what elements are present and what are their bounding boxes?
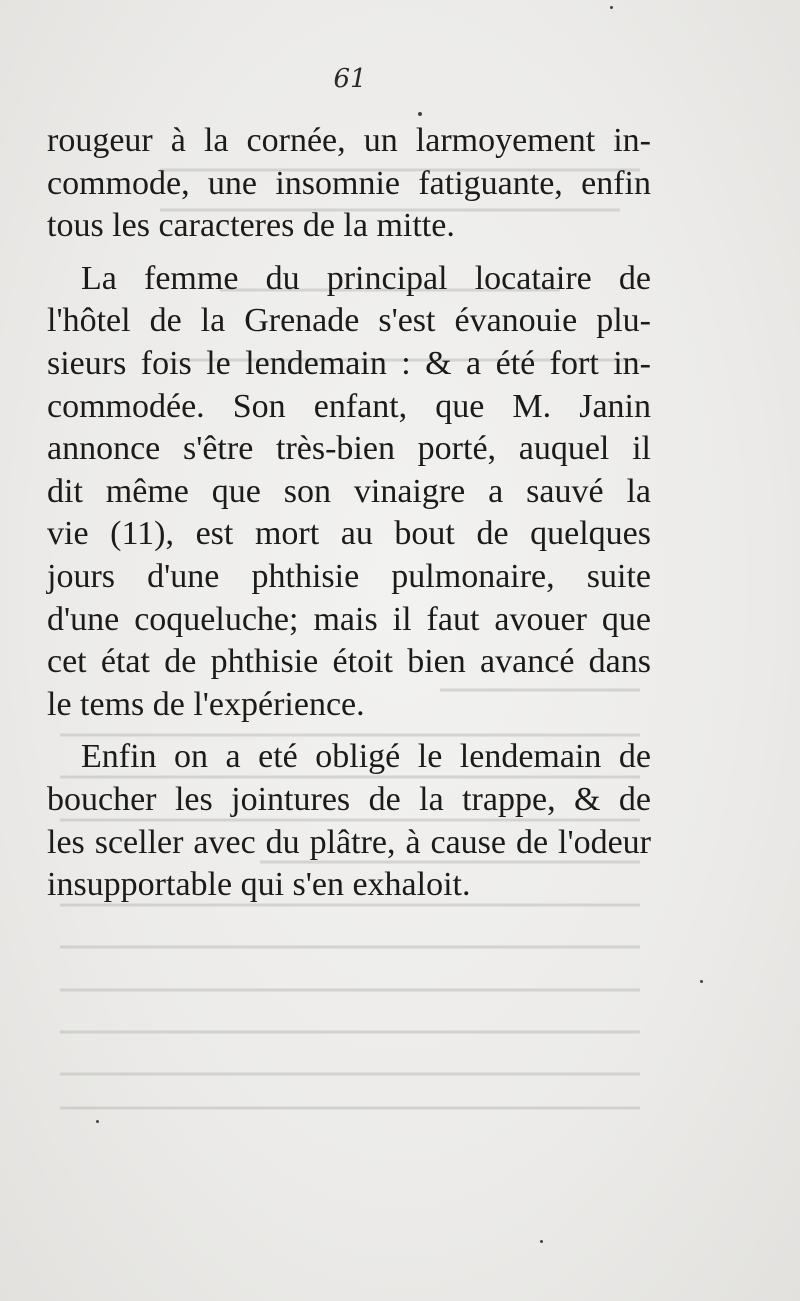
text-line: sieurs fois le lendemain : & a été fort in- (47, 344, 651, 382)
text-line: cet état de phthisie étoit bien avancé dans (47, 643, 651, 681)
text-line: commodée. Son enfant, que M. Janin (47, 387, 651, 425)
paper-speck (418, 112, 422, 116)
text-line: rougeur à la cornée, un larmoyement in- (47, 122, 651, 159)
text-line: le tems de l'expérience. (47, 685, 365, 723)
text-line: jours d'une phthisie pulmonaire, suite (47, 557, 651, 595)
paragraph-1 (47, 120, 651, 248)
text-line: l'hôtel de la Grenade s'est évanouie plu- (47, 302, 651, 340)
text-line: Enfin on a eté obligé le lendemain de (81, 738, 651, 776)
text-line: d'une coqueluche; mais il faut avouer que (47, 600, 651, 638)
paper-speck (96, 1120, 99, 1123)
text-line: vie (11), est mort au bout de quelques (47, 515, 651, 553)
paragraph-gap (47, 726, 651, 736)
paragraph-2 (47, 258, 651, 727)
page-number: 61 (333, 64, 367, 94)
text-line: annonce s'être très-bien porté, auquel il (47, 430, 651, 468)
paper-speck (610, 6, 613, 9)
paper-speck (540, 1240, 543, 1243)
text-line: insupportable qui s'en exhaloit. (47, 866, 471, 904)
text-line: dit même que son vinaigre a sauvé la (47, 472, 651, 510)
text-line: tous les caracteres de la mitte. (47, 207, 455, 245)
text-line: commode, une insomnie fatiguante, enfin (47, 164, 651, 202)
paper-speck (700, 980, 703, 983)
paragraph-3 (47, 736, 651, 906)
text-line: boucher les jointures de la trappe, & de (47, 780, 651, 818)
body-text (47, 120, 651, 907)
text-line: les sceller avec du plâtre, à cause de l'odeur (47, 823, 651, 861)
text-line: La femme du principal locataire de (81, 259, 651, 297)
paragraph-gap (47, 248, 651, 258)
